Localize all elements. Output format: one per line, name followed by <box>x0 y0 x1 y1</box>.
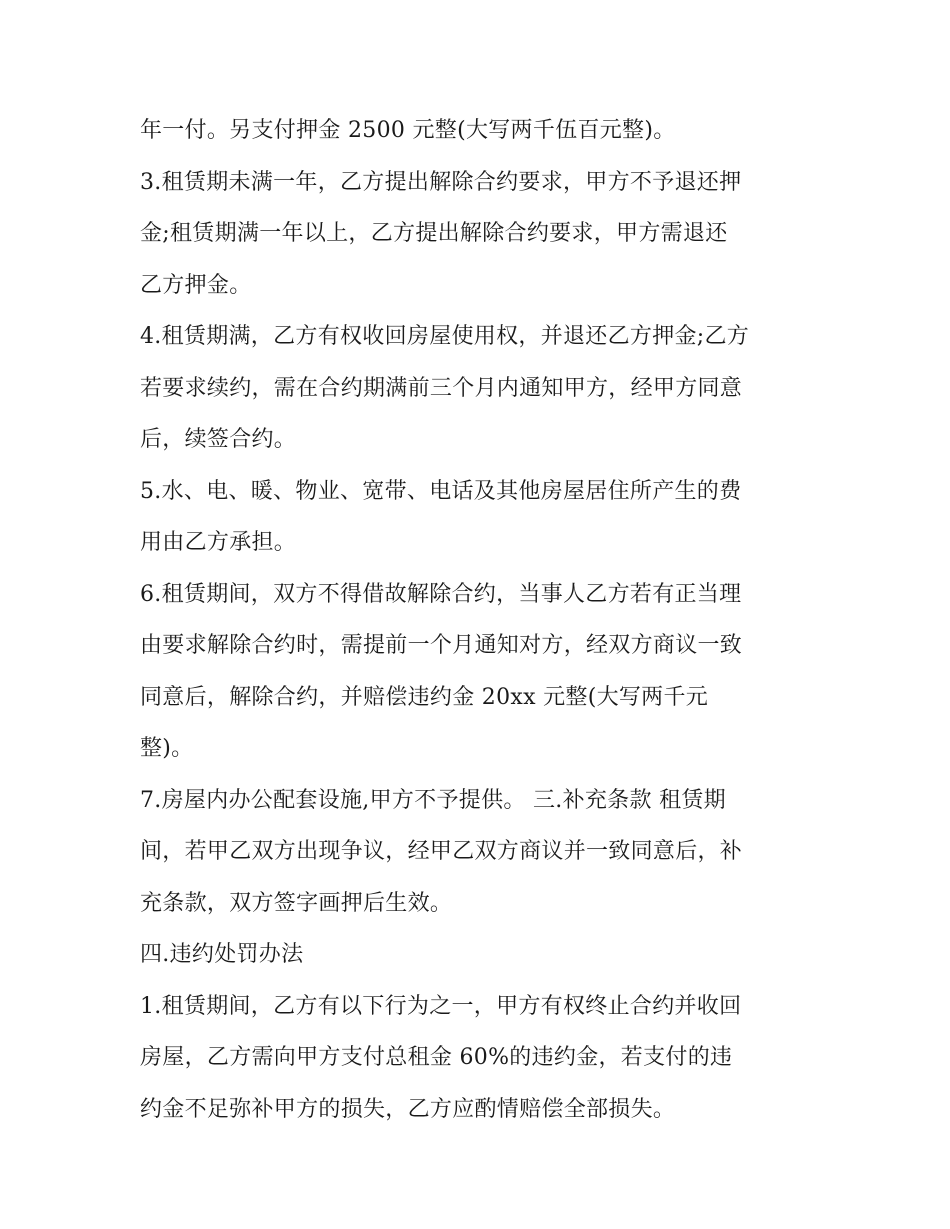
text-line: 3.租赁期未满一年，乙方提出解除合约要求，甲方不予退还押 <box>140 169 742 195</box>
text-line: 用由乙方承担。 <box>140 530 297 555</box>
section-heading: 四.违约处罚办法 <box>140 942 304 967</box>
text-line: 7.房屋内办公配套设施,甲方不予提供。 三.补充条款 租赁期 <box>140 787 726 813</box>
text-line: 由要求解除合约时，需提前一个月通知对方，经双方商议一致 <box>140 633 743 658</box>
text-line: 乙方押金。 <box>140 272 252 298</box>
text-line: 年一付。另支付押金 2500 元整(大写两千伍百元整)。 <box>140 118 676 143</box>
text-line: 6.租赁期间，双方不得借故解除合约，当事人乙方若有正当理 <box>140 581 742 607</box>
text-line: 若要求续约，需在合约期满前三个月内通知甲方，经甲方同意 <box>140 375 743 401</box>
text-line: 5.水、电、暖、物业、宽带、电话及其他房屋居住所产生的费 <box>140 478 742 504</box>
document-body <box>140 105 820 1135</box>
text-line: 金;租赁期满一年以上，乙方提出解除合约要求，甲方需退还 <box>140 221 728 246</box>
text-line: 房屋，乙方需向甲方支付总租金 60%的违约金，若支付的违 <box>140 1045 733 1070</box>
text-line: 充条款，双方签字画押后生效。 <box>140 890 453 916</box>
text-line: 同意后，解除合约，并赔偿违约金 20xx 元整(大写两千元 <box>140 684 709 710</box>
text-line: 间，若甲乙双方出现争议，经甲乙双方商议并一致同意后，补 <box>140 839 743 864</box>
text-line: 4.租赁期满，乙方有权收回房屋使用权，并退还乙方押金;乙方 <box>140 324 750 349</box>
text-line: 约金不足弥补甲方的损失，乙方应酌情赔偿全部损失。 <box>140 1096 676 1122</box>
text-line: 整)。 <box>140 736 194 761</box>
text-line: 后，续签合约。 <box>140 427 297 452</box>
text-line: 1.租赁期间，乙方有以下行为之一，甲方有权终止合约并收回 <box>140 993 742 1019</box>
